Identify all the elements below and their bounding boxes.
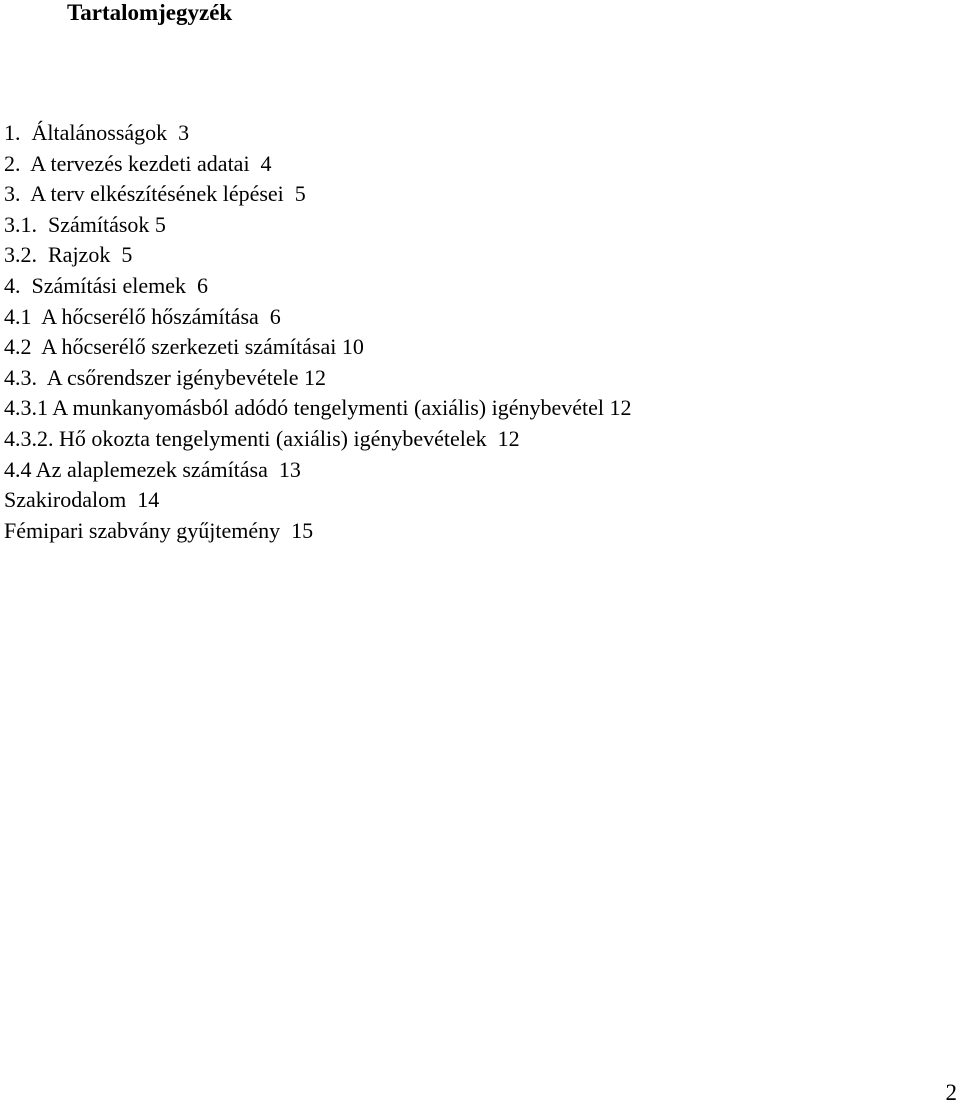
toc-entry: 4.4 Az alaplemezek számítása 13 xyxy=(4,456,301,482)
table-of-contents xyxy=(4,118,631,546)
toc-entry: 3.1. Számítások 5 xyxy=(4,211,166,237)
toc-entry: 1. Általánosságok 3 xyxy=(4,120,190,145)
toc-entry: 4.1 A hőcserélő hőszámítása 6 xyxy=(4,303,281,329)
toc-entry: 4.2 A hőcserélő szerkezeti számításai 10 xyxy=(4,334,364,360)
toc-entry: 4.3.2. Hő okozta tengelymenti (axiális) igénybevételek 12 xyxy=(4,425,520,451)
toc-entry: 3.2. Rajzok 5 xyxy=(4,242,133,268)
toc-entry: 4. Számítási elemek 6 xyxy=(4,272,209,298)
toc-entry: Fémipari szabvány gyűjtemény 15 xyxy=(4,517,314,543)
page-title: Tartalomjegyzék xyxy=(67,0,233,25)
toc-entry: 2. A tervezés kezdeti adatai 4 xyxy=(4,150,272,176)
toc-entry: 4.3.1 A munkanyomásból adódó tengelymenti (axiális) igénybevétel 12 xyxy=(4,395,632,421)
page-number: 2 xyxy=(945,1080,957,1105)
toc-entry: 4.3. A csőrendszer igénybevétele 12 xyxy=(4,364,326,390)
toc-entry: Szakirodalom 14 xyxy=(4,487,160,513)
toc-entry: 3. A terv elkészítésének lépései 5 xyxy=(4,181,306,207)
